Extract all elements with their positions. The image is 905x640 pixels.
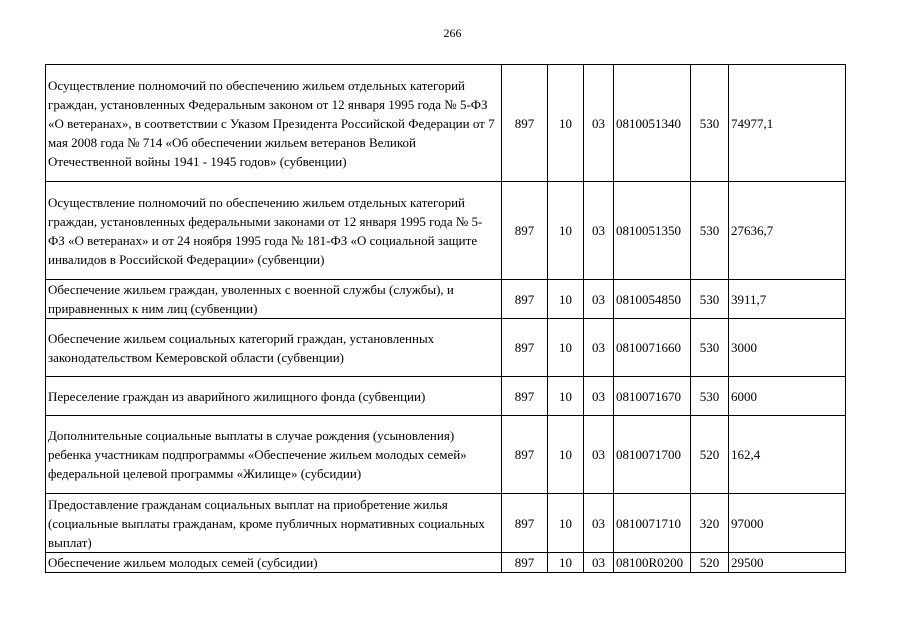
row-description: Предоставление гражданам социальных выплат на приобретение жилья (социальные выплаты гражданам, кроме публичных нормативных социальных выплат) xyxy=(46,494,502,553)
expense-type-code: 520 xyxy=(691,553,729,573)
section-code: 10 xyxy=(548,416,584,494)
table-row xyxy=(46,319,846,377)
ministry-code: 897 xyxy=(502,416,548,494)
target-article-code: 0810071660 xyxy=(614,319,691,377)
subsection-code: 03 xyxy=(584,65,614,182)
amount: 3911,7 xyxy=(729,280,846,319)
ministry-code: 897 xyxy=(502,377,548,416)
expense-type-code: 530 xyxy=(691,319,729,377)
expense-type-code: 530 xyxy=(691,65,729,182)
row-description: Дополнительные социальные выплаты в случае рождения (усыновления) ребенка участникам подпрограммы «Обеспечение жильем молодых семей» федеральной целевой программы «Жилище» (субсидии) xyxy=(46,416,502,494)
ministry-code: 897 xyxy=(502,182,548,280)
table-row xyxy=(46,416,846,494)
expense-type-code: 520 xyxy=(691,416,729,494)
amount: 162,4 xyxy=(729,416,846,494)
row-description: Обеспечение жильем молодых семей (субсидии) xyxy=(46,553,502,573)
section-code: 10 xyxy=(548,377,584,416)
row-description: Обеспечение жильем социальных категорий граждан, установленных законодательством Кемеровской области (субвенции) xyxy=(46,319,502,377)
target-article-code: 0810051340 xyxy=(614,65,691,182)
section-code: 10 xyxy=(548,319,584,377)
target-article-code: 0810054850 xyxy=(614,280,691,319)
row-description: Обеспечение жильем граждан, уволенных с военной службы (службы), и приравненных к ним лиц (субвенции) xyxy=(46,280,502,319)
table-row xyxy=(46,280,846,319)
expense-type-code: 530 xyxy=(691,280,729,319)
ministry-code: 897 xyxy=(502,553,548,573)
expense-type-code: 320 xyxy=(691,494,729,553)
target-article-code: 0810071670 xyxy=(614,377,691,416)
ministry-code: 897 xyxy=(502,494,548,553)
row-description: Переселение граждан из аварийного жилищного фонда (субвенции) xyxy=(46,377,502,416)
amount: 97000 xyxy=(729,494,846,553)
table-row xyxy=(46,182,846,280)
target-article-code: 0810071710 xyxy=(614,494,691,553)
section-code: 10 xyxy=(548,494,584,553)
section-code: 10 xyxy=(548,280,584,319)
table-row xyxy=(46,553,846,573)
subsection-code: 03 xyxy=(584,377,614,416)
amount: 29500 xyxy=(729,553,846,573)
subsection-code: 03 xyxy=(584,319,614,377)
amount: 74977,1 xyxy=(729,65,846,182)
section-code: 10 xyxy=(548,553,584,573)
subsection-code: 03 xyxy=(584,280,614,319)
ministry-code: 897 xyxy=(502,280,548,319)
subsection-code: 03 xyxy=(584,182,614,280)
amount: 27636,7 xyxy=(729,182,846,280)
subsection-code: 03 xyxy=(584,553,614,573)
subsection-code: 03 xyxy=(584,416,614,494)
table-row xyxy=(46,494,846,553)
table-row xyxy=(46,65,846,182)
ministry-code: 897 xyxy=(502,319,548,377)
target-article-code: 08100R0200 xyxy=(614,553,691,573)
section-code: 10 xyxy=(548,65,584,182)
page-number: 266 xyxy=(443,26,462,40)
amount: 6000 xyxy=(729,377,846,416)
section-code: 10 xyxy=(548,182,584,280)
expense-type-code: 530 xyxy=(691,182,729,280)
ministry-code: 897 xyxy=(502,65,548,182)
row-description: Осуществление полномочий по обеспечению жильем отдельных категорий граждан, установленных Федеральным законом от 12 января 1995 года № 5-ФЗ «О ветеранах», в соответствии с Указом Президента Российской Федерации от 7 мая 2008 года № 714 «Об обеспечении жильем ветеранов Великой Отечественной войны 1941 - 1945 годов» (субвенции) xyxy=(46,65,502,182)
expense-type-code: 530 xyxy=(691,377,729,416)
target-article-code: 0810051350 xyxy=(614,182,691,280)
table-row xyxy=(46,377,846,416)
subsection-code: 03 xyxy=(584,494,614,553)
budget-table xyxy=(45,64,846,573)
row-description: Осуществление полномочий по обеспечению жильем отдельных категорий граждан, установленных федеральными законами от 12 января 1995 года № 5-ФЗ «О ветеранах» и от 24 ноября 1995 года № 181-ФЗ «О социальной защите инвалидов в Российской Федерации» (субвенции) xyxy=(46,182,502,280)
amount: 3000 xyxy=(729,319,846,377)
target-article-code: 0810071700 xyxy=(614,416,691,494)
